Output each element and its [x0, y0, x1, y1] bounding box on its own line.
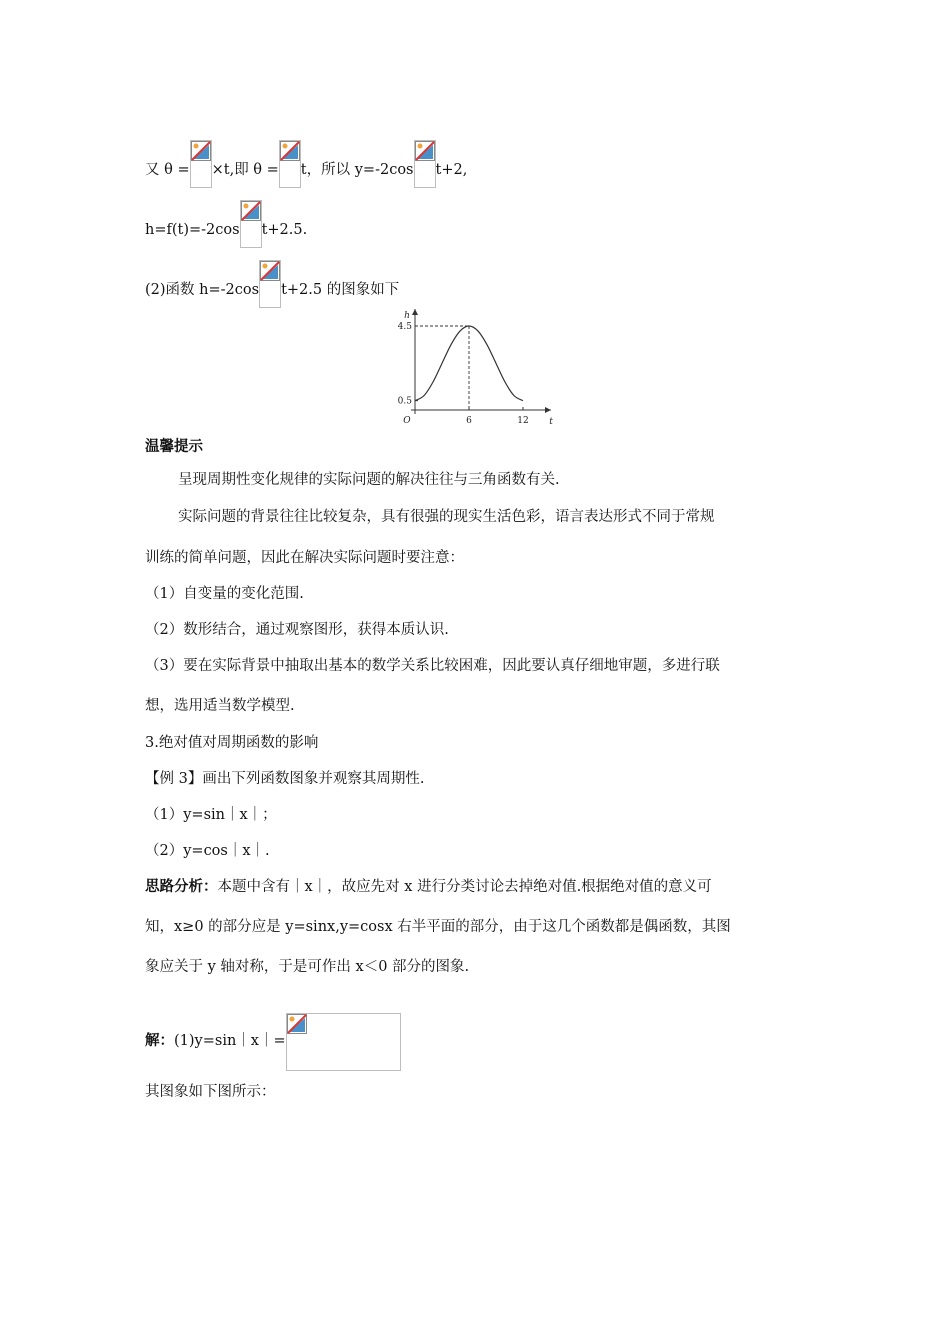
broken-image-icon	[280, 141, 300, 161]
text-times-t: ×t,即 θ =	[211, 162, 279, 178]
tip-paragraph-2b: 训练的简单问题，因此在解决实际问题时要注意：	[145, 550, 464, 566]
example-3-title: 【例 3】画出下列函数图象并观察其周期性.	[145, 771, 425, 787]
image-placeholder-fraction	[414, 140, 436, 188]
text-theta-eq: 又 θ =	[145, 162, 190, 178]
graph-axes	[411, 309, 551, 414]
formula-line-theta	[145, 140, 815, 180]
text-h-eq: h=f(t)=-2cos	[145, 222, 240, 238]
x-axis-arrow	[545, 407, 551, 413]
broken-image-icon	[260, 261, 280, 281]
image-placeholder-fraction	[240, 200, 262, 248]
y-axis-label: h	[404, 311, 410, 321]
tip-item-1: （1）自变量的变化范围.	[145, 586, 304, 602]
image-placeholder-fraction	[279, 140, 301, 188]
x-tick-label: 6	[466, 416, 472, 426]
tip-item-3a: （3）要在实际背景中抽取出基本的数学关系比较困难，因此要认真仔细地审题，多进行联	[145, 658, 720, 674]
x-axis-label: t	[549, 417, 553, 427]
text-graph-follows: t+2.5 的图象如下	[281, 282, 400, 298]
broken-image-icon	[287, 1014, 307, 1034]
image-placeholder-fraction	[190, 140, 212, 188]
origin-label: O	[403, 416, 411, 426]
formula-line-h	[145, 200, 815, 240]
image-placeholder-piecewise	[286, 1013, 401, 1071]
tip-item-2: （2）数形结合，通过观察图形，获得本质认识.	[145, 622, 449, 638]
tip-heading: 温馨提示	[145, 439, 203, 455]
graph-guides	[415, 326, 469, 410]
formula-line-graph-intro	[145, 260, 815, 300]
tip-item-3b: 想，选用适当数学模型.	[145, 698, 295, 714]
analysis-line-1	[145, 877, 815, 897]
analysis-line-2: 知，x≥0 的部分应是 y=sinx,y=cosx 右半平面的部分，由于这几个函数都是偶函数，其图	[145, 919, 731, 935]
analysis-text-a: 本题中含有｜x｜，故应先对 x 进行分类讨论去掉绝对值.根据绝对值的意义可	[217, 879, 712, 895]
x-tick-label: 12	[517, 416, 529, 426]
text-function-h: (2)函数 h=-2cos	[145, 282, 260, 298]
text-plus-2-5: t+2.5.	[261, 222, 308, 238]
y-tick-label: 4.5	[397, 322, 412, 332]
analysis-line-3: 象应关于 y 轴对称，于是可作出 x＜0 部分的图象.	[145, 959, 470, 975]
graph-follows-text: 其图象如下图所示：	[145, 1084, 276, 1100]
text-so-y: t，所以 y=-2cos	[300, 162, 414, 178]
image-placeholder-fraction	[259, 260, 281, 308]
y-axis-arrow	[412, 309, 418, 315]
broken-image-icon	[241, 201, 261, 221]
solution-text: (1)y=sin｜x｜=	[174, 1033, 286, 1049]
example-3-item-1: （1）y=sin｜x｜；	[145, 807, 277, 823]
text-plus-2: t+2,	[435, 162, 468, 178]
section-3-title: 3.绝对值对周期函数的影响	[145, 735, 319, 751]
analysis-label: 思路分析：	[145, 879, 218, 895]
solution-label: 解：	[145, 1033, 174, 1049]
solution-line	[145, 1013, 815, 1051]
tip-paragraph-2a: 实际问题的背景往往比较复杂，具有很强的现实生活色彩，语言表达形式不同于常规	[178, 509, 715, 525]
y-tick-label: 0.5	[397, 396, 412, 407]
broken-image-icon	[191, 141, 211, 161]
tip-paragraph-1: 呈现周期性变化规律的实际问题的解决往往与三角函数有关.	[178, 472, 560, 488]
function-graph	[393, 305, 558, 430]
example-3-item-2: （2）y=cos｜x｜.	[145, 843, 270, 859]
broken-image-icon	[415, 141, 435, 161]
